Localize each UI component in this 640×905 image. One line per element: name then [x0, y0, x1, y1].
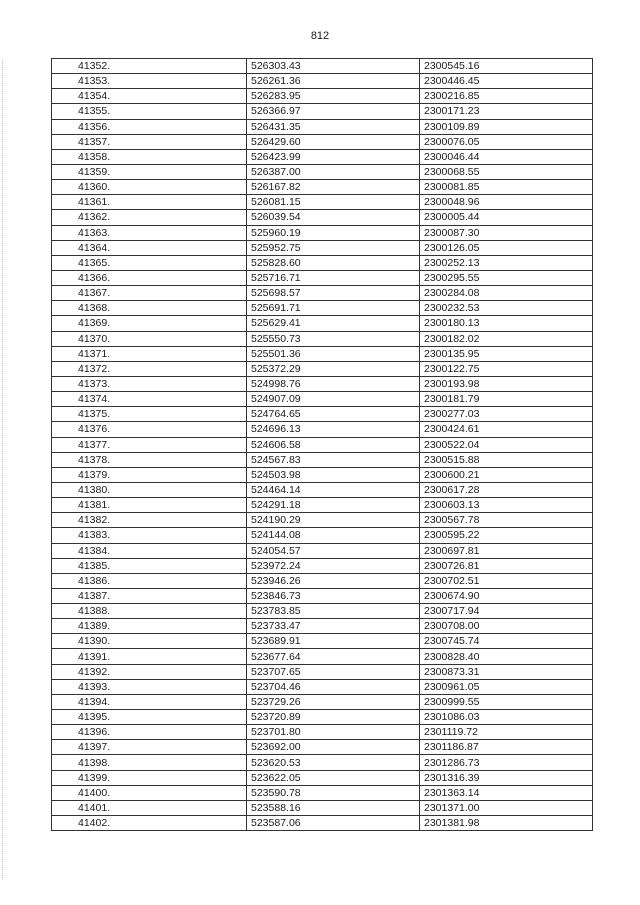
table-row: [52, 528, 593, 543]
x-coordinate-cell: 525372.29: [247, 361, 420, 376]
y-coordinate-cell: 2301381.98: [420, 816, 593, 831]
point-number-cell: 41392.: [52, 664, 247, 679]
y-coordinate-cell: 2300873.31: [420, 664, 593, 679]
x-coordinate-cell: 526423.99: [247, 149, 420, 164]
table-row: [52, 452, 593, 467]
point-number-cell: 41361.: [52, 195, 247, 210]
y-coordinate-cell: 2300081.85: [420, 180, 593, 195]
y-coordinate-cell: 2300277.03: [420, 407, 593, 422]
table-row: [52, 619, 593, 634]
x-coordinate-cell: 526283.95: [247, 89, 420, 104]
table-row: [52, 755, 593, 770]
x-coordinate-cell: 525698.57: [247, 286, 420, 301]
point-number-cell: 41372.: [52, 361, 247, 376]
table-row: [52, 422, 593, 437]
point-number-cell: 41374.: [52, 392, 247, 407]
x-coordinate-cell: 523946.26: [247, 573, 420, 588]
table-row: [52, 255, 593, 270]
table-row: [52, 316, 593, 331]
table-row: [52, 634, 593, 649]
point-number-cell: 41397.: [52, 740, 247, 755]
y-coordinate-cell: 2300702.51: [420, 573, 593, 588]
y-coordinate-cell: 2300252.13: [420, 255, 593, 270]
table-row: [52, 346, 593, 361]
x-coordinate-cell: 526429.60: [247, 134, 420, 149]
y-coordinate-cell: 2300181.79: [420, 392, 593, 407]
x-coordinate-cell: 526431.35: [247, 119, 420, 134]
point-number-cell: 41373.: [52, 376, 247, 391]
point-number-cell: 41368.: [52, 301, 247, 316]
x-coordinate-cell: 523622.05: [247, 770, 420, 785]
table-row: [52, 725, 593, 740]
table-row: [52, 134, 593, 149]
x-coordinate-cell: 524190.29: [247, 513, 420, 528]
y-coordinate-cell: 2301316.39: [420, 770, 593, 785]
table-row: [52, 588, 593, 603]
y-coordinate-cell: 2300745.74: [420, 634, 593, 649]
y-coordinate-cell: 2301086.03: [420, 710, 593, 725]
point-number-cell: 41383.: [52, 528, 247, 543]
point-number-cell: 41366.: [52, 270, 247, 285]
point-number-cell: 41388.: [52, 604, 247, 619]
x-coordinate-cell: 523733.47: [247, 619, 420, 634]
table-row: [52, 407, 593, 422]
margin-rule: [2, 60, 4, 880]
x-coordinate-cell: 526366.97: [247, 104, 420, 119]
table-row: [52, 679, 593, 694]
table-row: [52, 74, 593, 89]
point-number-cell: 41384.: [52, 543, 247, 558]
table-row: [52, 513, 593, 528]
point-number-cell: 41356.: [52, 119, 247, 134]
table-row: [52, 240, 593, 255]
y-coordinate-cell: 2301371.00: [420, 800, 593, 815]
x-coordinate-cell: 523704.46: [247, 679, 420, 694]
table-row: [52, 270, 593, 285]
x-coordinate-cell: 525716.71: [247, 270, 420, 285]
table-row: [52, 770, 593, 785]
y-coordinate-cell: 2300522.04: [420, 437, 593, 452]
y-coordinate-cell: 2300515.88: [420, 452, 593, 467]
point-number-cell: 41394.: [52, 694, 247, 709]
x-coordinate-cell: 525629.41: [247, 316, 420, 331]
y-coordinate-cell: 2300999.55: [420, 694, 593, 709]
x-coordinate-cell: 523720.89: [247, 710, 420, 725]
x-coordinate-cell: 525550.73: [247, 331, 420, 346]
y-coordinate-cell: 2301119.72: [420, 725, 593, 740]
table-row: [52, 558, 593, 573]
point-number-cell: 41396.: [52, 725, 247, 740]
y-coordinate-cell: 2300617.28: [420, 482, 593, 497]
table-row: [52, 180, 593, 195]
table-row: [52, 331, 593, 346]
table-row: [52, 210, 593, 225]
y-coordinate-cell: 2300961.05: [420, 679, 593, 694]
table-row: [52, 800, 593, 815]
x-coordinate-cell: 526039.54: [247, 210, 420, 225]
point-number-cell: 41362.: [52, 210, 247, 225]
x-coordinate-cell: 524696.13: [247, 422, 420, 437]
x-coordinate-cell: 525691.71: [247, 301, 420, 316]
table-row: [52, 467, 593, 482]
x-coordinate-cell: 524567.83: [247, 452, 420, 467]
table-row: [52, 710, 593, 725]
x-coordinate-cell: 525960.19: [247, 225, 420, 240]
y-coordinate-cell: 2301186.87: [420, 740, 593, 755]
point-number-cell: 41402.: [52, 816, 247, 831]
y-coordinate-cell: 2300135.95: [420, 346, 593, 361]
x-coordinate-cell: 524606.58: [247, 437, 420, 452]
table-row: [52, 119, 593, 134]
y-coordinate-cell: 2300122.75: [420, 361, 593, 376]
y-coordinate-cell: 2300087.30: [420, 225, 593, 240]
x-coordinate-cell: 526081.15: [247, 195, 420, 210]
y-coordinate-cell: 2300193.98: [420, 376, 593, 391]
x-coordinate-cell: 523783.85: [247, 604, 420, 619]
x-coordinate-cell: 523689.91: [247, 634, 420, 649]
y-coordinate-cell: 2300005.44: [420, 210, 593, 225]
y-coordinate-cell: 2300446.45: [420, 74, 593, 89]
x-coordinate-cell: 523590.78: [247, 785, 420, 800]
table-row: [52, 543, 593, 558]
point-number-cell: 41381.: [52, 498, 247, 513]
y-coordinate-cell: 2300048.96: [420, 195, 593, 210]
y-coordinate-cell: 2300284.08: [420, 286, 593, 301]
point-number-cell: 41360.: [52, 180, 247, 195]
table-row: [52, 649, 593, 664]
point-number-cell: 41359.: [52, 164, 247, 179]
point-number-cell: 41352.: [52, 59, 247, 74]
y-coordinate-cell: 2300424.61: [420, 422, 593, 437]
x-coordinate-cell: 525828.60: [247, 255, 420, 270]
x-coordinate-cell: 524144.08: [247, 528, 420, 543]
x-coordinate-cell: 524464.14: [247, 482, 420, 497]
x-coordinate-cell: 523677.64: [247, 649, 420, 664]
point-number-cell: 41370.: [52, 331, 247, 346]
y-coordinate-cell: 2300109.89: [420, 119, 593, 134]
x-coordinate-cell: 524503.98: [247, 467, 420, 482]
table-row: [52, 376, 593, 391]
y-coordinate-cell: 2300697.81: [420, 543, 593, 558]
point-number-cell: 41369.: [52, 316, 247, 331]
table-row: [52, 286, 593, 301]
point-number-cell: 41393.: [52, 679, 247, 694]
point-number-cell: 41400.: [52, 785, 247, 800]
point-number-cell: 41398.: [52, 755, 247, 770]
x-coordinate-cell: 526303.43: [247, 59, 420, 74]
x-coordinate-cell: 523707.65: [247, 664, 420, 679]
x-coordinate-cell: 523701.80: [247, 725, 420, 740]
table-row: [52, 361, 593, 376]
x-coordinate-cell: 526387.00: [247, 164, 420, 179]
y-coordinate-cell: 2300076.05: [420, 134, 593, 149]
page-number: 812: [310, 30, 330, 42]
point-number-cell: 41358.: [52, 149, 247, 164]
point-number-cell: 41367.: [52, 286, 247, 301]
x-coordinate-cell: 525952.75: [247, 240, 420, 255]
y-coordinate-cell: 2300595.22: [420, 528, 593, 543]
coordinates-table: [51, 58, 593, 831]
point-number-cell: 41378.: [52, 452, 247, 467]
table-row: [52, 104, 593, 119]
table-row: [52, 89, 593, 104]
point-number-cell: 41365.: [52, 255, 247, 270]
x-coordinate-cell: 524054.57: [247, 543, 420, 558]
point-number-cell: 41387.: [52, 588, 247, 603]
point-number-cell: 41395.: [52, 710, 247, 725]
y-coordinate-cell: 2300171.23: [420, 104, 593, 119]
point-number-cell: 41401.: [52, 800, 247, 815]
point-number-cell: 41386.: [52, 573, 247, 588]
y-coordinate-cell: 2300603.13: [420, 498, 593, 513]
y-coordinate-cell: 2300232.53: [420, 301, 593, 316]
point-number-cell: 41390.: [52, 634, 247, 649]
table-row: [52, 225, 593, 240]
point-number-cell: 41364.: [52, 240, 247, 255]
x-coordinate-cell: 526167.82: [247, 180, 420, 195]
y-coordinate-cell: 2301363.14: [420, 785, 593, 800]
point-number-cell: 41357.: [52, 134, 247, 149]
table-row: [52, 149, 593, 164]
point-number-cell: 41391.: [52, 649, 247, 664]
x-coordinate-cell: 525501.36: [247, 346, 420, 361]
table-row: [52, 482, 593, 497]
point-number-cell: 41380.: [52, 482, 247, 497]
table-row: [52, 816, 593, 831]
y-coordinate-cell: 2300068.55: [420, 164, 593, 179]
x-coordinate-cell: 524291.18: [247, 498, 420, 513]
table-row: [52, 301, 593, 316]
point-number-cell: 41354.: [52, 89, 247, 104]
table-row: [52, 437, 593, 452]
point-number-cell: 41375.: [52, 407, 247, 422]
point-number-cell: 41389.: [52, 619, 247, 634]
y-coordinate-cell: 2300674.90: [420, 588, 593, 603]
x-coordinate-cell: 523846.73: [247, 588, 420, 603]
table-row: [52, 785, 593, 800]
point-number-cell: 41353.: [52, 74, 247, 89]
table-row: [52, 573, 593, 588]
point-number-cell: 41382.: [52, 513, 247, 528]
y-coordinate-cell: 2300182.02: [420, 331, 593, 346]
table-row: [52, 195, 593, 210]
x-coordinate-cell: 523729.26: [247, 694, 420, 709]
table-row: [52, 59, 593, 74]
table-row: [52, 392, 593, 407]
x-coordinate-cell: 524998.76: [247, 376, 420, 391]
table-row: [52, 740, 593, 755]
point-number-cell: 41399.: [52, 770, 247, 785]
table-row: [52, 498, 593, 513]
coordinates-table-body: [52, 59, 593, 831]
y-coordinate-cell: 2300126.05: [420, 240, 593, 255]
x-coordinate-cell: 523588.16: [247, 800, 420, 815]
x-coordinate-cell: 523587.06: [247, 816, 420, 831]
y-coordinate-cell: 2300708.00: [420, 619, 593, 634]
table-row: [52, 694, 593, 709]
y-coordinate-cell: 2301286.73: [420, 755, 593, 770]
point-number-cell: 41385.: [52, 558, 247, 573]
point-number-cell: 41376.: [52, 422, 247, 437]
point-number-cell: 41355.: [52, 104, 247, 119]
x-coordinate-cell: 523972.24: [247, 558, 420, 573]
y-coordinate-cell: 2300216.85: [420, 89, 593, 104]
point-number-cell: 41363.: [52, 225, 247, 240]
point-number-cell: 41377.: [52, 437, 247, 452]
y-coordinate-cell: 2300717.94: [420, 604, 593, 619]
y-coordinate-cell: 2300726.81: [420, 558, 593, 573]
x-coordinate-cell: 524764.65: [247, 407, 420, 422]
table-row: [52, 604, 593, 619]
y-coordinate-cell: 2300180.13: [420, 316, 593, 331]
x-coordinate-cell: 524907.09: [247, 392, 420, 407]
y-coordinate-cell: 2300600.21: [420, 467, 593, 482]
y-coordinate-cell: 2300295.55: [420, 270, 593, 285]
x-coordinate-cell: 526261.36: [247, 74, 420, 89]
x-coordinate-cell: 523620.53: [247, 755, 420, 770]
table-row: [52, 164, 593, 179]
point-number-cell: 41379.: [52, 467, 247, 482]
point-number-cell: 41371.: [52, 346, 247, 361]
y-coordinate-cell: 2300567.78: [420, 513, 593, 528]
y-coordinate-cell: 2300828.40: [420, 649, 593, 664]
table-row: [52, 664, 593, 679]
y-coordinate-cell: 2300046.44: [420, 149, 593, 164]
y-coordinate-cell: 2300545.16: [420, 59, 593, 74]
x-coordinate-cell: 523692.00: [247, 740, 420, 755]
